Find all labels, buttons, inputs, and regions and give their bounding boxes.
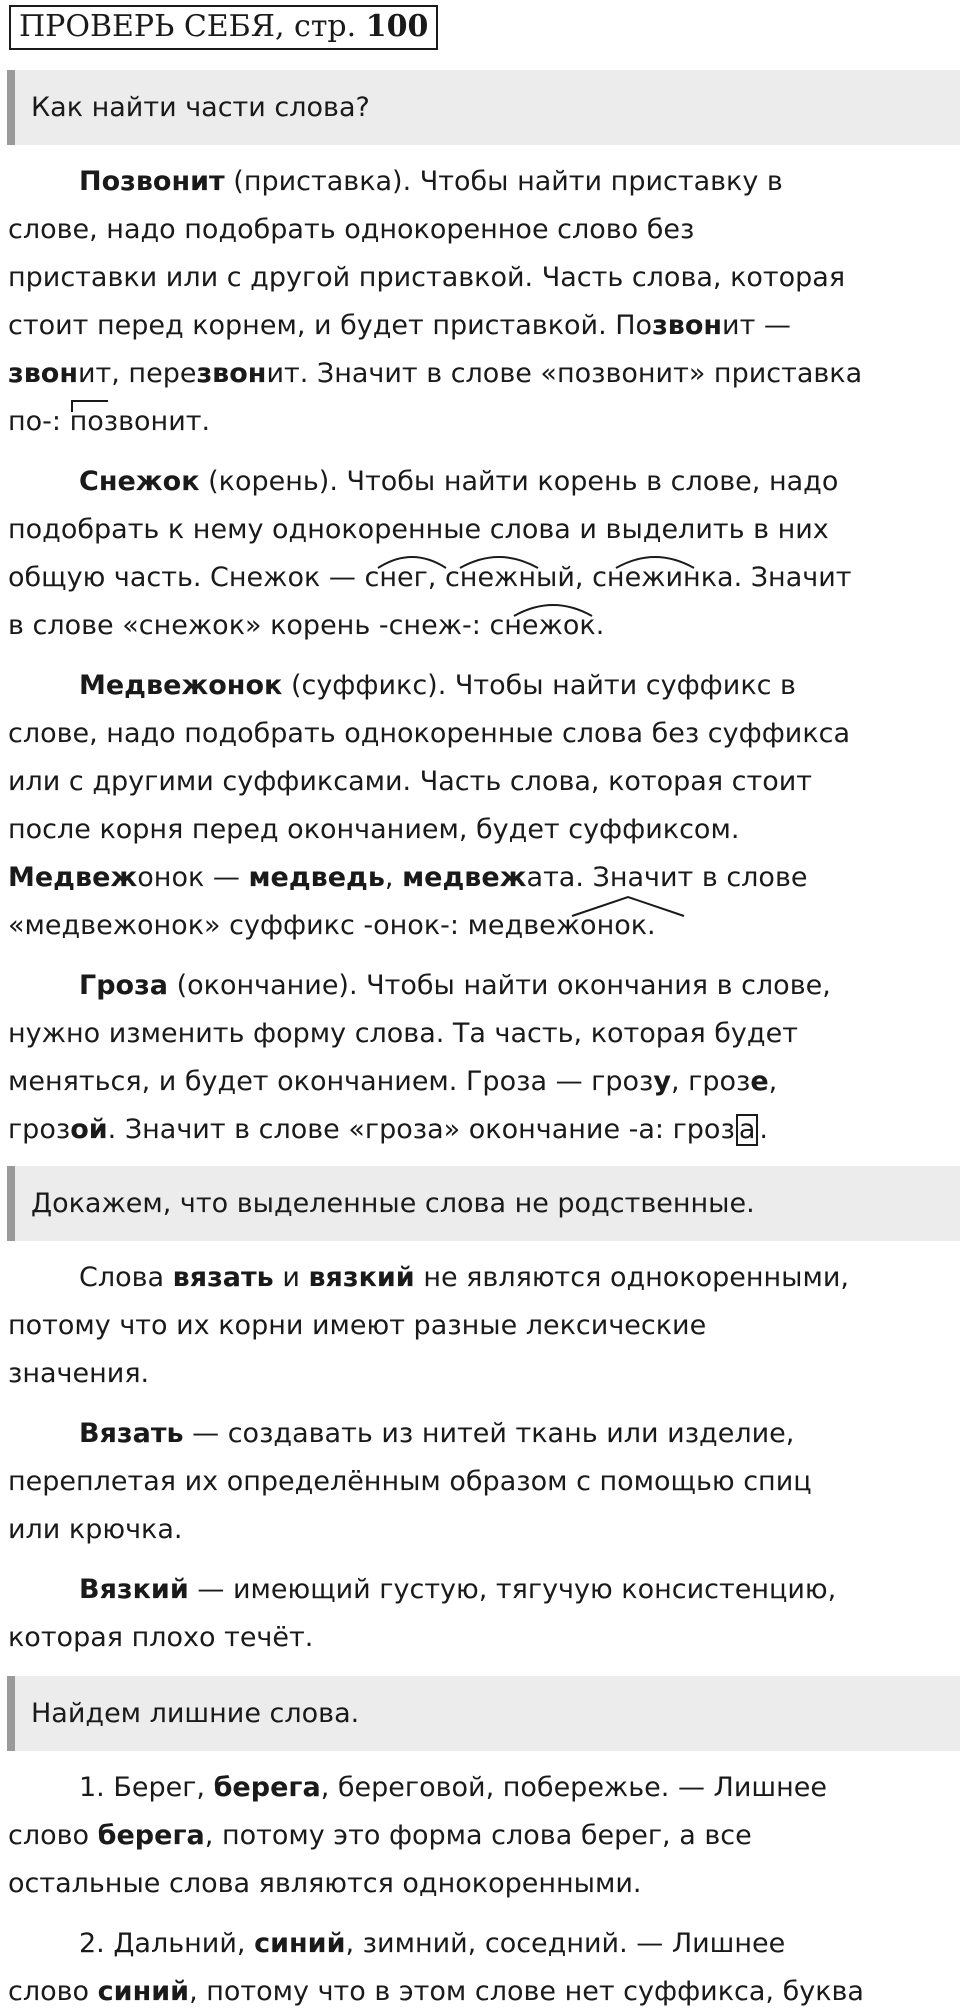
part-label: (приставка). [233, 166, 412, 197]
text: . Значит в слове «гроза» окончание -а: гроз [107, 1114, 735, 1145]
text: стоит перед корнем, и будет приставкой. По [8, 310, 653, 341]
term-siny: синий [254, 1928, 346, 1959]
ending-bold: е [750, 1066, 769, 1097]
text: , зимний, соседний. — Лишнее [345, 1928, 786, 1959]
paragraph-root [8, 458, 953, 650]
text: , потому это форма слова берег, а все [204, 1820, 752, 1851]
part-label: (корень). [208, 466, 338, 497]
line [8, 1566, 953, 1614]
line: переплетая их определённым образом с помощью спиц [8, 1466, 812, 1497]
text: Чтобы найти корень в слове, надо [337, 466, 839, 497]
text: , [427, 562, 445, 593]
text: в слове «снежок» корень -снеж-: [8, 610, 490, 641]
term-snezhok: Снежок [79, 466, 200, 497]
line [8, 1058, 953, 1106]
text: — создавать из нитей ткань или изделие, [183, 1418, 795, 1449]
word-snezhok-marked: снежок. [489, 610, 605, 641]
term-medvezhonok: Медвежонок [79, 670, 283, 701]
word-sneg: снег [364, 562, 428, 593]
text: , [768, 1066, 778, 1097]
line [8, 902, 953, 950]
paragraph-ending [8, 962, 953, 1154]
text: , [384, 862, 403, 893]
text: слово [8, 1976, 98, 2007]
paragraph-vyazky [8, 1566, 953, 1662]
line: значения. [8, 1358, 150, 1389]
word-suffix-marked: медвежонок. [467, 910, 656, 941]
line: остальные слова являются однокоренными. [8, 1868, 642, 1899]
ending-box-icon: а [736, 1114, 759, 1146]
root-bold: медведь [248, 862, 385, 893]
text: гроз [8, 1114, 71, 1145]
term-siny: синий [97, 1976, 190, 2007]
ending-bold: ой [70, 1114, 108, 1145]
text: ит. Значит в слове «позвонит» приставка [266, 358, 863, 389]
section-heading-word-parts: Как найти части слова? [7, 70, 960, 145]
word-snezhny: снежный [444, 562, 575, 593]
line [8, 158, 953, 206]
ending-bold: у [653, 1066, 671, 1097]
page-title [9, 5, 438, 50]
term-berega: берега [97, 1820, 205, 1851]
line: слове, надо подобрать однокоренные слова без суффикса [8, 718, 851, 749]
text: меняться, и будет окончанием. Гроза — гроз [8, 1066, 654, 1097]
term-vyazky: вязкий [308, 1262, 415, 1293]
text: общую часть. Снежок — [8, 562, 365, 593]
text: , потому что в этом слове нет суффикса, буква [189, 1976, 864, 2007]
text: «медвежонок» суффикс -онок-: [8, 910, 468, 941]
text: ит — [722, 310, 791, 341]
line: подобрать к нему однокоренные слова и выделить в них [8, 514, 829, 545]
text: Чтобы найти суффикс в [446, 670, 796, 701]
page-number: 100 [365, 9, 429, 44]
line [8, 554, 953, 602]
line [8, 962, 953, 1010]
word-snezhinka: снежинка [592, 562, 734, 593]
line: или с другими суффиксами. Часть слова, которая стоит [8, 766, 813, 797]
text: . Значит [733, 562, 852, 593]
text: слово [8, 1820, 98, 1851]
paragraph-item-1 [8, 1764, 953, 1908]
line: слове, надо подобрать однокоренное слово без [8, 214, 695, 245]
line [8, 602, 953, 650]
term-berega: берега [213, 1772, 321, 1803]
line [8, 1410, 953, 1458]
text: — имеющий густую, тягучую консистенцию, [188, 1574, 837, 1605]
term-vyazat: вязать [172, 1262, 274, 1293]
text: по-: [8, 406, 70, 437]
line: нужно изменить форму слова. Та часть, которая будет [8, 1018, 798, 1049]
line: приставки или с другой приставкой. Часть слова, которая [8, 262, 846, 293]
text: 1. Берег, [79, 1772, 214, 1803]
text: Слова [79, 1262, 173, 1293]
part-label: (окончание). [176, 970, 358, 1001]
line [8, 662, 953, 710]
line: или крючка. [8, 1514, 183, 1545]
paragraph-not-related [8, 1254, 953, 1398]
term-vyazky: Вязкий [79, 1574, 189, 1605]
term-groza: Гроза [79, 970, 168, 1001]
text: , береговой, побережье. — Лишнее [320, 1772, 827, 1803]
text: ит, пере [77, 358, 197, 389]
section-heading-extra-words: Найдем лишние слова. [7, 1676, 960, 1751]
text: , [574, 562, 593, 593]
paragraph-prefix [8, 158, 953, 446]
text: Чтобы найти приставку в [411, 166, 783, 197]
text: Чтобы найти окончания в слове, [357, 970, 831, 1001]
root-bold: звон [652, 310, 723, 341]
paragraph-suffix [8, 662, 953, 950]
line [8, 398, 953, 446]
line [8, 1106, 953, 1154]
line [8, 1254, 953, 1302]
page-title-prefix: ПРОВЕРЬ СЕБЯ, стр. [19, 9, 357, 44]
term-pozvonit: Позвонит [79, 166, 225, 197]
line [8, 1764, 953, 1812]
line [8, 350, 953, 398]
root-bold: Медвеж [8, 862, 138, 893]
text: онок — [137, 862, 249, 893]
text: ата. Значит в слове [526, 862, 808, 893]
paragraph-item-2 [8, 1920, 953, 2016]
line: которая плохо течёт. [8, 1622, 314, 1653]
line: после корня перед окончанием, будет суффиксом. [8, 814, 740, 845]
root-bold: звон [8, 358, 78, 389]
section-heading-not-related: Докажем, что выделенные слова не родственные. [7, 1166, 960, 1241]
text: , гроз [670, 1066, 751, 1097]
text: 2. Дальний, [79, 1928, 255, 1959]
text: не являются однокоренными, [414, 1262, 850, 1293]
text: и [273, 1262, 309, 1293]
line [8, 854, 953, 902]
word-with-prefix-mark: позвонит. [69, 406, 211, 437]
term-vyazat: Вязать [79, 1418, 184, 1449]
part-label: (суффикс). [290, 670, 447, 701]
line [8, 1812, 953, 1860]
root-bold: медвеж [402, 862, 527, 893]
text: . [759, 1114, 768, 1145]
root-bold: звон [196, 358, 267, 389]
line [8, 302, 953, 350]
line [8, 1920, 953, 1968]
line [8, 1968, 953, 2016]
paragraph-vyazat [8, 1410, 953, 1554]
line: потому что их корни имеют разные лексические [8, 1310, 707, 1341]
line [8, 458, 953, 506]
